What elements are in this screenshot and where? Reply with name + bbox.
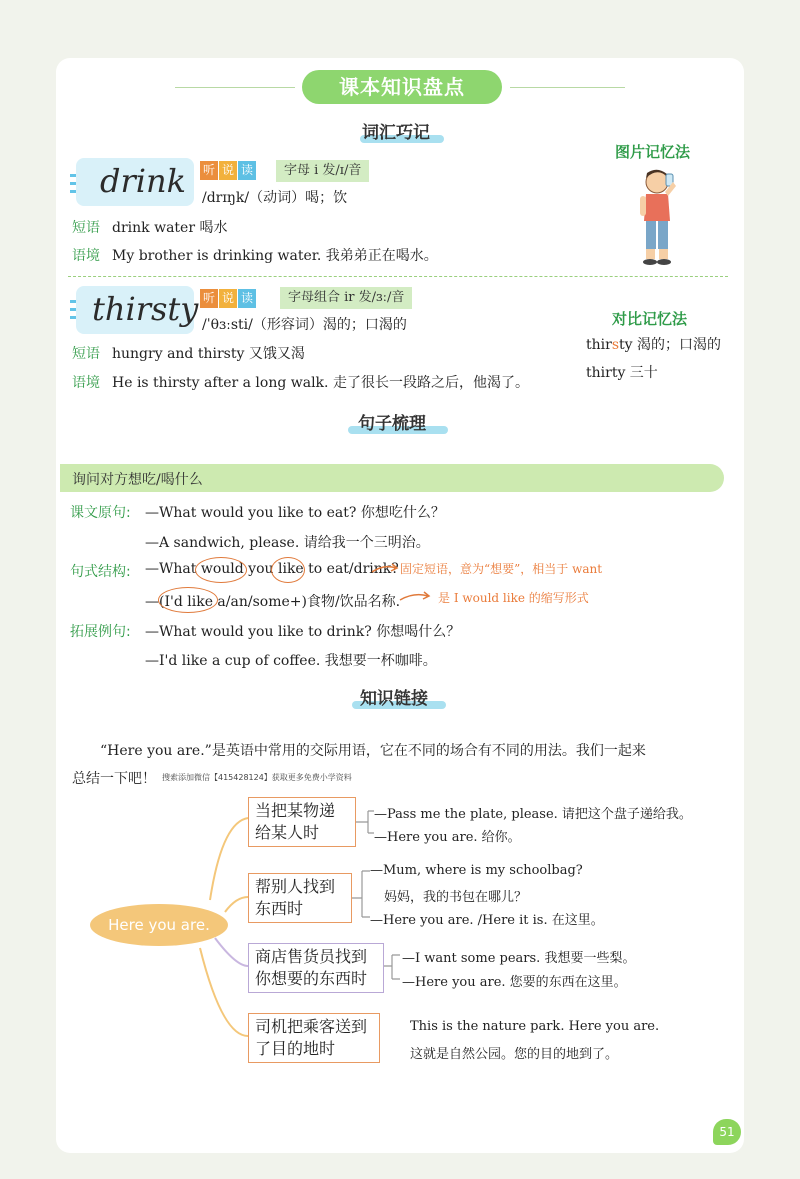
tag-speak: 说 (219, 289, 237, 308)
extend-question: —What would you like to drink? 你想喝什么？ (145, 624, 461, 640)
structure-note-want: 固定短语，意为“想要”，相当于 want (400, 562, 603, 576)
hint-picture-title: 图片记忆法 (615, 143, 691, 161)
tag-listen: 听 (200, 289, 218, 308)
branch-box-shop: 商店售货员找到你想要的东西时 (248, 943, 384, 993)
mind-map-center: Here you are. (90, 904, 228, 946)
structure-question: —What would you like to eat/drink? (145, 561, 399, 577)
compare-thirsty: thirsty 渴的；口渴的 (586, 337, 721, 353)
page-number: 51 (713, 1119, 741, 1145)
branch-box-handing: 当把某物递给某人时 (248, 797, 356, 847)
branch-line: —Here you are. /Here it is. 在这里。 (370, 913, 604, 928)
branch-line: 妈妈，我的书包在哪儿？ (384, 890, 528, 905)
phrase-label: 短语 (72, 346, 100, 362)
context-label: 语境 (72, 375, 100, 391)
original-label: 课文原句: (70, 505, 131, 521)
vocab-section-title: 词汇巧记 (362, 123, 430, 143)
structure-answer: —(I'd like a/an/some+)食物/饮品名称. (145, 594, 401, 610)
topic-bar-title: 询问对方想吃/喝什么 (72, 472, 203, 488)
pronunciation-rule: 字母 i 发/ɪ/音 (276, 160, 369, 182)
tag-read: 读 (238, 161, 256, 180)
branch-line: —Here you are. 给你。 (374, 830, 521, 845)
branch-line: 这就是自然公园。您的目的地到了。 (410, 1047, 619, 1062)
context-drink: My brother is drinking water. 我弟弟正在喝水。 (112, 248, 438, 264)
compare-thirty: thirty 三十 (586, 365, 658, 381)
extend-label: 拓展例句: (70, 624, 131, 640)
phonetic-thirsty: /ˈθɜːsti/（形容词）渴的；口渴的 (202, 317, 407, 333)
tag-read: 读 (238, 289, 256, 308)
structure-label: 句式结构: (70, 564, 131, 580)
phrase-label: 短语 (72, 220, 100, 236)
branch-line: —Pass me the plate, please. 请把这个盘子递给我。 (374, 807, 692, 822)
tag-speak: 说 (219, 161, 237, 180)
intro-line-1: “Here you are.”是英语中常用的交际用语，它在不同的场合有不同的用法。我们一起来 (100, 743, 646, 759)
page-banner: 课本知识盘点 (302, 70, 502, 104)
phrase-thirsty: hungry and thirsty 又饿又渴 (112, 346, 305, 362)
branch-line: —I want some pears. 我想要一些梨。 (402, 951, 636, 966)
extend-answer: —I'd like a cup of coffee. 我想要一杯咖啡。 (145, 653, 437, 669)
phonetic-drink: /drɪŋk/（动词）喝；饮 (202, 190, 348, 206)
original-answer: —A sandwich, please. 请给我一个三明治。 (145, 535, 430, 551)
branch-box-finding: 帮别人找到东西时 (248, 873, 352, 923)
context-label: 语境 (72, 248, 100, 264)
sentence-section-title: 句子梳理 (358, 414, 426, 434)
branch-line: This is the nature park. Here you are. (410, 1019, 660, 1034)
context-thirsty: He is thirsty after a long walk. 走了很长一段路之后，他渴了。 (112, 375, 529, 391)
word-thirsty: thirsty (92, 290, 199, 328)
branch-line: —Here you are. 您要的东西在这里。 (402, 975, 627, 990)
watermark-text: 搜索添加微信【415428124】获取更多免费小学资料 (162, 773, 352, 782)
original-question: —What would you like to eat? 你想吃什么？ (145, 505, 445, 521)
pronunciation-rule: 字母组合 ir 发/ɜː/音 (280, 287, 412, 309)
phrase-drink: drink water 喝水 (112, 220, 228, 236)
word-drink: drink (100, 162, 187, 200)
structure-note-short: 是 I would like 的缩写形式 (438, 591, 589, 605)
intro-line-2: 总结一下吧！ (72, 771, 156, 787)
branch-line: —Mum, where is my schoolbag? (370, 863, 583, 878)
tag-listen: 听 (200, 161, 218, 180)
branch-box-driver: 司机把乘客送到了目的地时 (248, 1013, 380, 1063)
hint-compare-title: 对比记忆法 (612, 310, 688, 328)
knowledge-section-title: 知识链接 (360, 689, 428, 709)
